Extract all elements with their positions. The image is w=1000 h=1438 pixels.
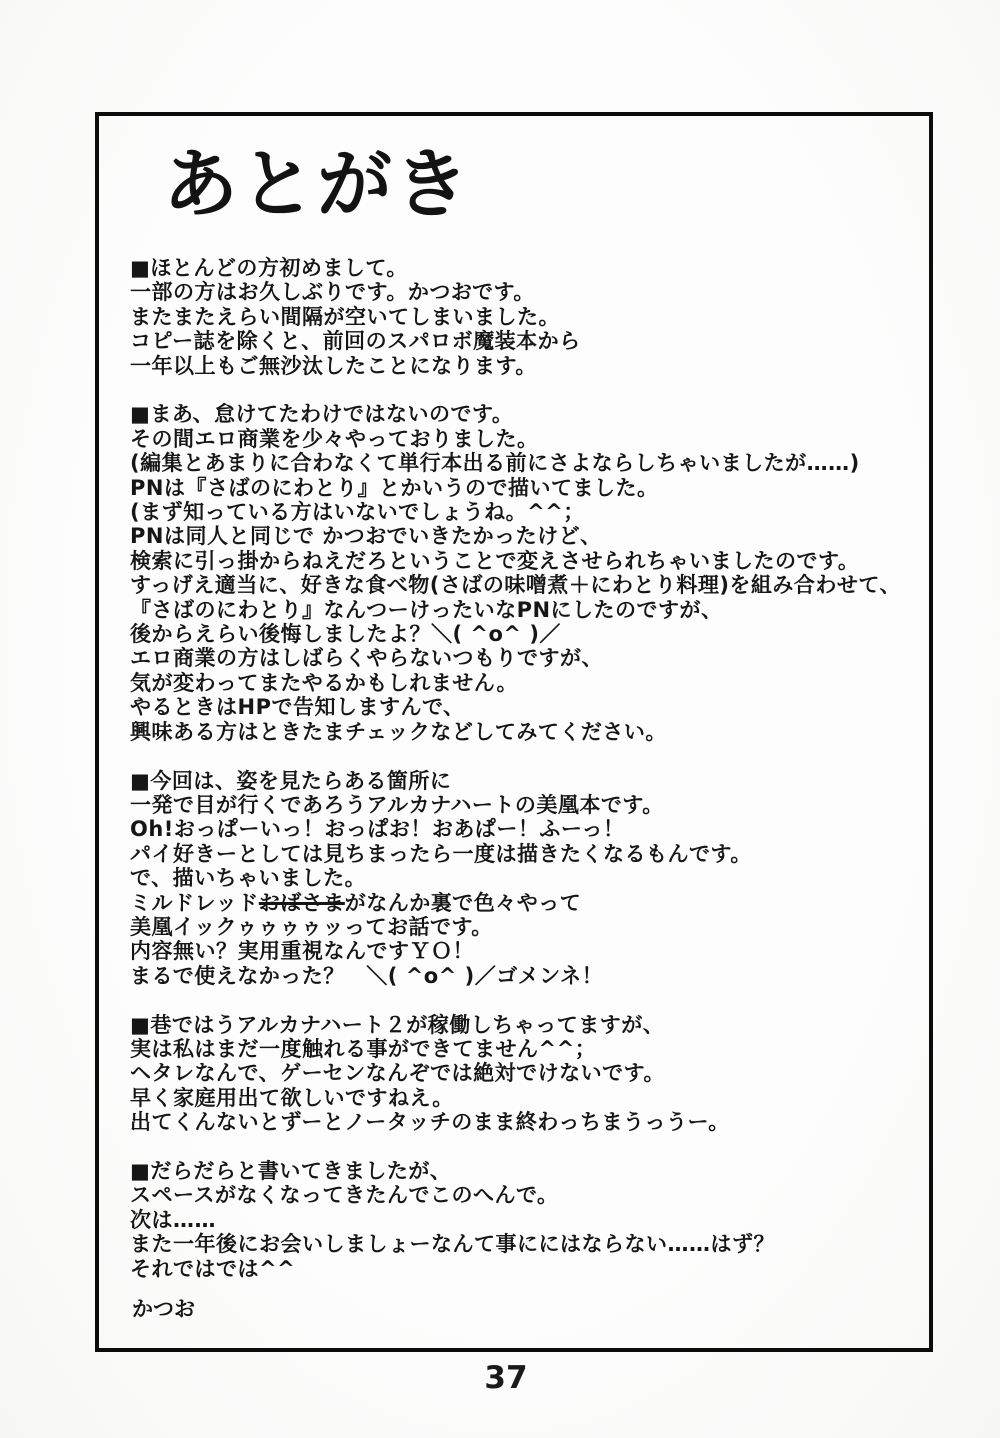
text-line: 気が変わってまたやるかもしれません。: [130, 670, 519, 695]
text-line: エロ商業の方はしばらくやらないつもりですが、: [130, 646, 603, 671]
text-line: 一部の方はお久しぶりです。かつおです。: [130, 280, 535, 305]
text-line: スペースがなくなってきたんでこのへんで。: [130, 1183, 559, 1208]
text-line: 一年以上もご無沙汰したことになります。: [130, 353, 537, 378]
text-line: やるときはHPで告知しますんで、: [130, 695, 465, 720]
text-line: ミルドレッドおばさまがなんか裏で色々やって: [130, 890, 582, 915]
paragraph: [130, 1159, 925, 1281]
text-line: パイ好きーとしては見ちまったら一度は描きたくなるもんです。: [130, 841, 752, 866]
paragraph: [130, 402, 925, 744]
page-title: あとがき: [163, 140, 472, 228]
text-line: すっげえ適当に、好きな食べ物(さばの味噌煮＋にわとり料理)を組み合わせて、: [130, 573, 902, 598]
author-signature: かつお: [132, 1297, 195, 1321]
text-line: 興味ある方はときたまチェックなどしてみてください。: [130, 719, 667, 744]
text-line: 実は私はまだ一度触れる事ができてません^^；: [130, 1036, 597, 1061]
text-line: またまたえらい間隔が空いてしまいました。: [130, 304, 560, 329]
text-line: ■ほとんどの方初めまして。: [130, 256, 408, 280]
text-line: ■だらだらと書いてきましたが、: [130, 1158, 452, 1183]
paragraph: [130, 256, 925, 378]
text-line: また一年後にお会いしましょーなんて事ににはならない……はず？: [130, 1232, 775, 1257]
text-line: Oh!おっぱーいっ！おっぱお！おあぱー！ふーっ！: [130, 817, 625, 842]
text-line: 次は……: [130, 1207, 216, 1232]
text-line: ■まあ、怠けてたわけではないのです。: [130, 402, 514, 427]
afterword-text: [130, 256, 925, 1305]
text-line: ■巷ではうアルカナハート２が稼働しちゃってますが、: [130, 1012, 665, 1037]
text-line: で、描いちゃいました。: [130, 866, 367, 891]
strikethrough-text: おばさま: [258, 890, 345, 915]
text-line: その間エロ商業を少々やっておりました。: [130, 426, 539, 451]
text-line: PNは『さばのにわとり』とかいうので描いてました。: [130, 475, 659, 500]
text-line: PNは同人と同じで かつおでいきたかったけど、: [130, 524, 602, 549]
text-line: 出てくんないとずーとノータッチのまま終わっちまうっうー。: [130, 1110, 730, 1135]
text-line: 一発で目が行くであろうアルカナハートの美凰本です。: [130, 792, 664, 817]
text-line: 美凰イックゥゥゥゥッってお話です。: [130, 914, 493, 939]
text-line: ■今回は、姿を見たらある箇所に: [130, 768, 452, 793]
text-line: ヘタレなんで、ゲーセンなんぞでは絶対でけないです。: [130, 1061, 665, 1086]
text-line: (まず知っている方はいないでしょうね。^^；: [130, 500, 585, 525]
text-line: 内容無い？実用重視なんですＹＯ！: [130, 939, 474, 964]
text-line: 検索に引っ掛からねえだろということで変えさせられちゃいましたのです。: [130, 548, 860, 573]
text-line: 『さばのにわとり』なんつーけったいなPNにしたのですが、: [130, 597, 723, 622]
text-line: まるで使えなかった？ ＼( ^o^ )／ゴメンネ！: [130, 963, 604, 988]
text-line: 後からえらい後悔しましたよ？＼( ^o^ )／: [130, 622, 561, 647]
text-line: コピー誌を除くと、前回のスパロボ魔装本から: [130, 329, 581, 354]
paragraph: [130, 1013, 925, 1135]
text-line: 早く家庭用出て欲しいですねえ。: [130, 1085, 454, 1110]
page-number: 37: [484, 1360, 528, 1396]
text-line: (編集とあまりに合わなくて単行本出る前にさよならしちゃいましたが……): [130, 451, 860, 476]
paragraph: [130, 769, 925, 989]
text-line: それではでは^^: [130, 1256, 296, 1281]
